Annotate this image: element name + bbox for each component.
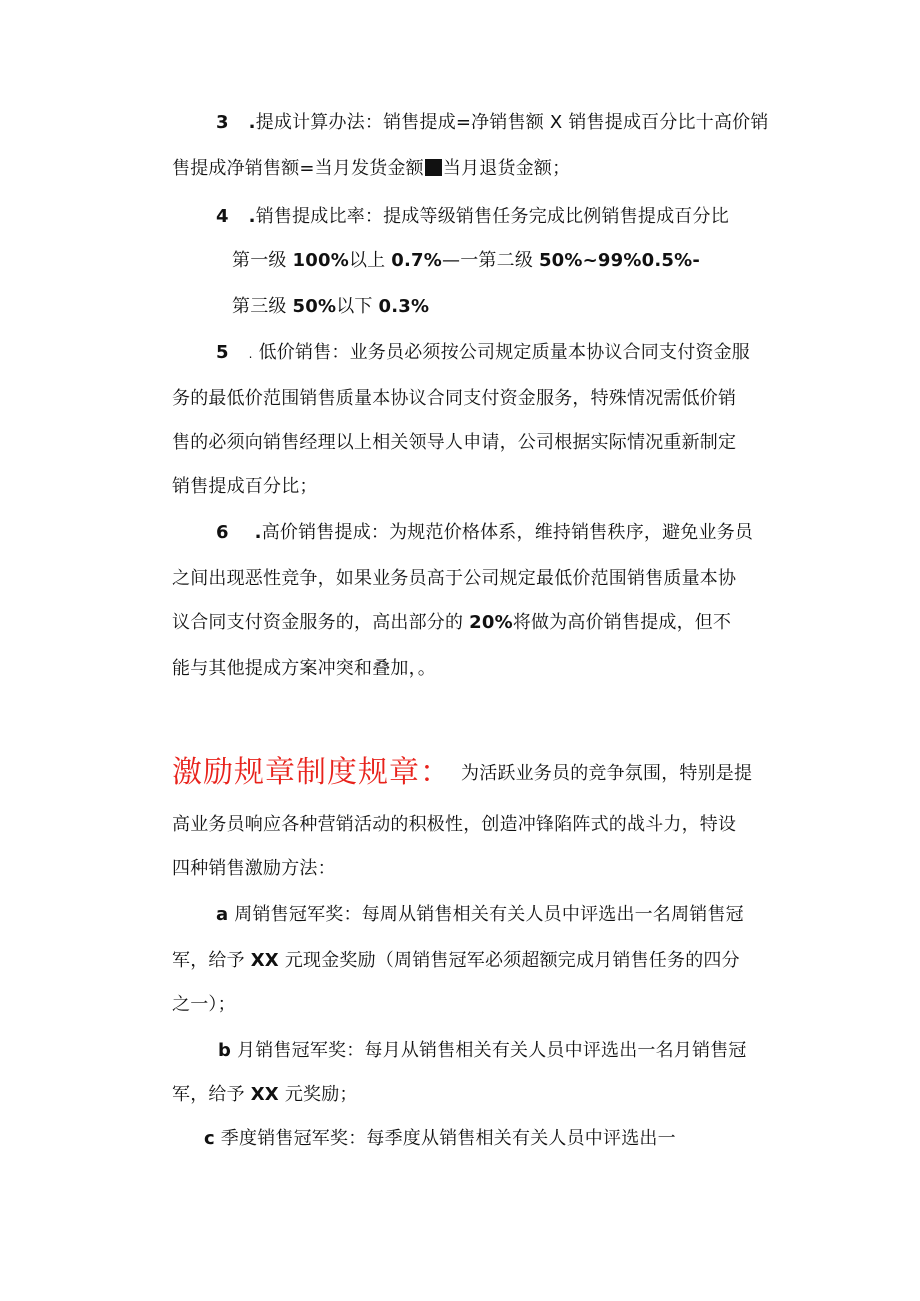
award-a-letter: a xyxy=(216,904,229,925)
award-b-amount: XX xyxy=(250,1084,279,1105)
award-b-line2 xyxy=(172,1082,358,1108)
incentive-line1 xyxy=(172,755,752,791)
item6-line1 xyxy=(216,520,753,546)
item6-line2: 之间出现恶性竞争，如果业务员高于公司规定最低价范围销售质量本协 xyxy=(172,568,737,589)
item5-line3: 售的必须向销售经理以上相关领导人申请，公司根据实际情况重新制定 xyxy=(172,432,737,453)
item3-text2b: 当月退货金额； xyxy=(442,158,571,179)
item5-number: 5 xyxy=(216,342,229,363)
item5-marker: . xyxy=(248,347,253,361)
item4-marker: . xyxy=(248,206,256,227)
award-b-text2b: 元奖励； xyxy=(284,1084,358,1105)
item6-text3a: 议合同支付资金服务的，高出部分的 xyxy=(172,612,464,633)
award-b-line1 xyxy=(218,1038,747,1064)
tier2-value: 50%~99%0.5%- xyxy=(538,250,700,271)
item3-text2a: 售提成净销售额=当月发货金额 xyxy=(172,158,424,179)
item5-line2: 务的最低价范围销售质量本协议合同支付资金服务，特殊情况需低价销 xyxy=(172,388,737,409)
item3-text1: 提成计算办法：销售提成=净销售额 X 销售提成百分比十高价销 xyxy=(255,112,769,133)
tier1-value: 100% xyxy=(292,250,349,271)
tier1-rate: 0.7% xyxy=(391,250,443,271)
item4-number: 4 xyxy=(216,206,229,227)
award-b-text2a: 军，给予 xyxy=(172,1084,245,1105)
award-a-line3: 之一）； xyxy=(172,994,236,1015)
award-a-text1: 周销售冠军奖：每周从销售相关有关人员中评选出一名周销售冠 xyxy=(234,904,744,925)
tier-dash: —一 xyxy=(442,250,479,271)
item6-percent: 20% xyxy=(469,612,513,633)
award-a-line1 xyxy=(216,902,744,928)
tier3-value: 50% xyxy=(292,296,337,317)
item6-line3 xyxy=(172,610,731,636)
award-a-text2b: 元现金奖励（周销售冠军必须超额完成月销售任务的四分 xyxy=(284,950,740,971)
item4-tier-row2 xyxy=(232,294,429,320)
incentive-text1: 为活跃业务员的竞争氛围，特别是提 xyxy=(461,763,753,784)
item5-text1: 低价销售：业务员必须按公司规定质量本协议合同支付资金服 xyxy=(258,342,750,363)
item6-marker: . xyxy=(254,522,262,543)
item4-line1 xyxy=(216,204,729,230)
award-c-line1 xyxy=(204,1126,676,1152)
award-a-text2a: 军，给予 xyxy=(172,950,245,971)
award-b-letter: b xyxy=(218,1040,232,1061)
award-a-line2 xyxy=(172,948,740,974)
tier2-label: 第二级 xyxy=(478,250,534,271)
incentive-line3: 四种销售激励方法： xyxy=(172,858,336,879)
item3-marker: . xyxy=(248,112,256,133)
item4-text1: 销售提成比率：提成等级销售任务完成比例销售提成百分比 xyxy=(255,206,729,227)
incentive-line2: 高业务员响应各种营销活动的积极性，创造冲锋陷阵式的战斗力，特设 xyxy=(172,814,737,835)
tier3-mid: 以下 xyxy=(336,296,373,317)
item6-line4: 能与其他提成方案冲突和叠加，。 xyxy=(172,658,436,679)
item4-tier-row1 xyxy=(232,248,700,274)
item5-line1 xyxy=(216,340,750,367)
award-c-text1: 季度销售冠军奖：每季度从销售相关有关人员中评选出一 xyxy=(220,1128,676,1149)
award-a-amount: XX xyxy=(250,950,279,971)
award-b-text1: 月销售冠军奖：每月从销售相关有关人员中评选出一名月销售冠 xyxy=(237,1040,747,1061)
item5-line4: 销售提成百分比； xyxy=(172,476,318,497)
tier1-mid: 以上 xyxy=(348,250,386,271)
tier1-label: 第一级 xyxy=(232,250,287,271)
tier3-rate: 0.3% xyxy=(378,296,430,317)
item3-line1 xyxy=(216,110,769,136)
item6-text3b: 将做为高价销售提成，但不 xyxy=(512,612,732,633)
item6-number: 6 xyxy=(216,522,229,543)
tier3-label: 第三级 xyxy=(232,296,287,317)
black-square-icon xyxy=(425,159,442,176)
item3-line2 xyxy=(172,156,570,182)
item3-number: 3 xyxy=(216,112,229,133)
award-c-letter: c xyxy=(204,1128,215,1149)
item6-text1: 高价销售提成：为规范价格体系，维持销售秩序，避免业务员 xyxy=(261,522,754,543)
section-heading: 激励规章制度规章： xyxy=(172,755,451,790)
